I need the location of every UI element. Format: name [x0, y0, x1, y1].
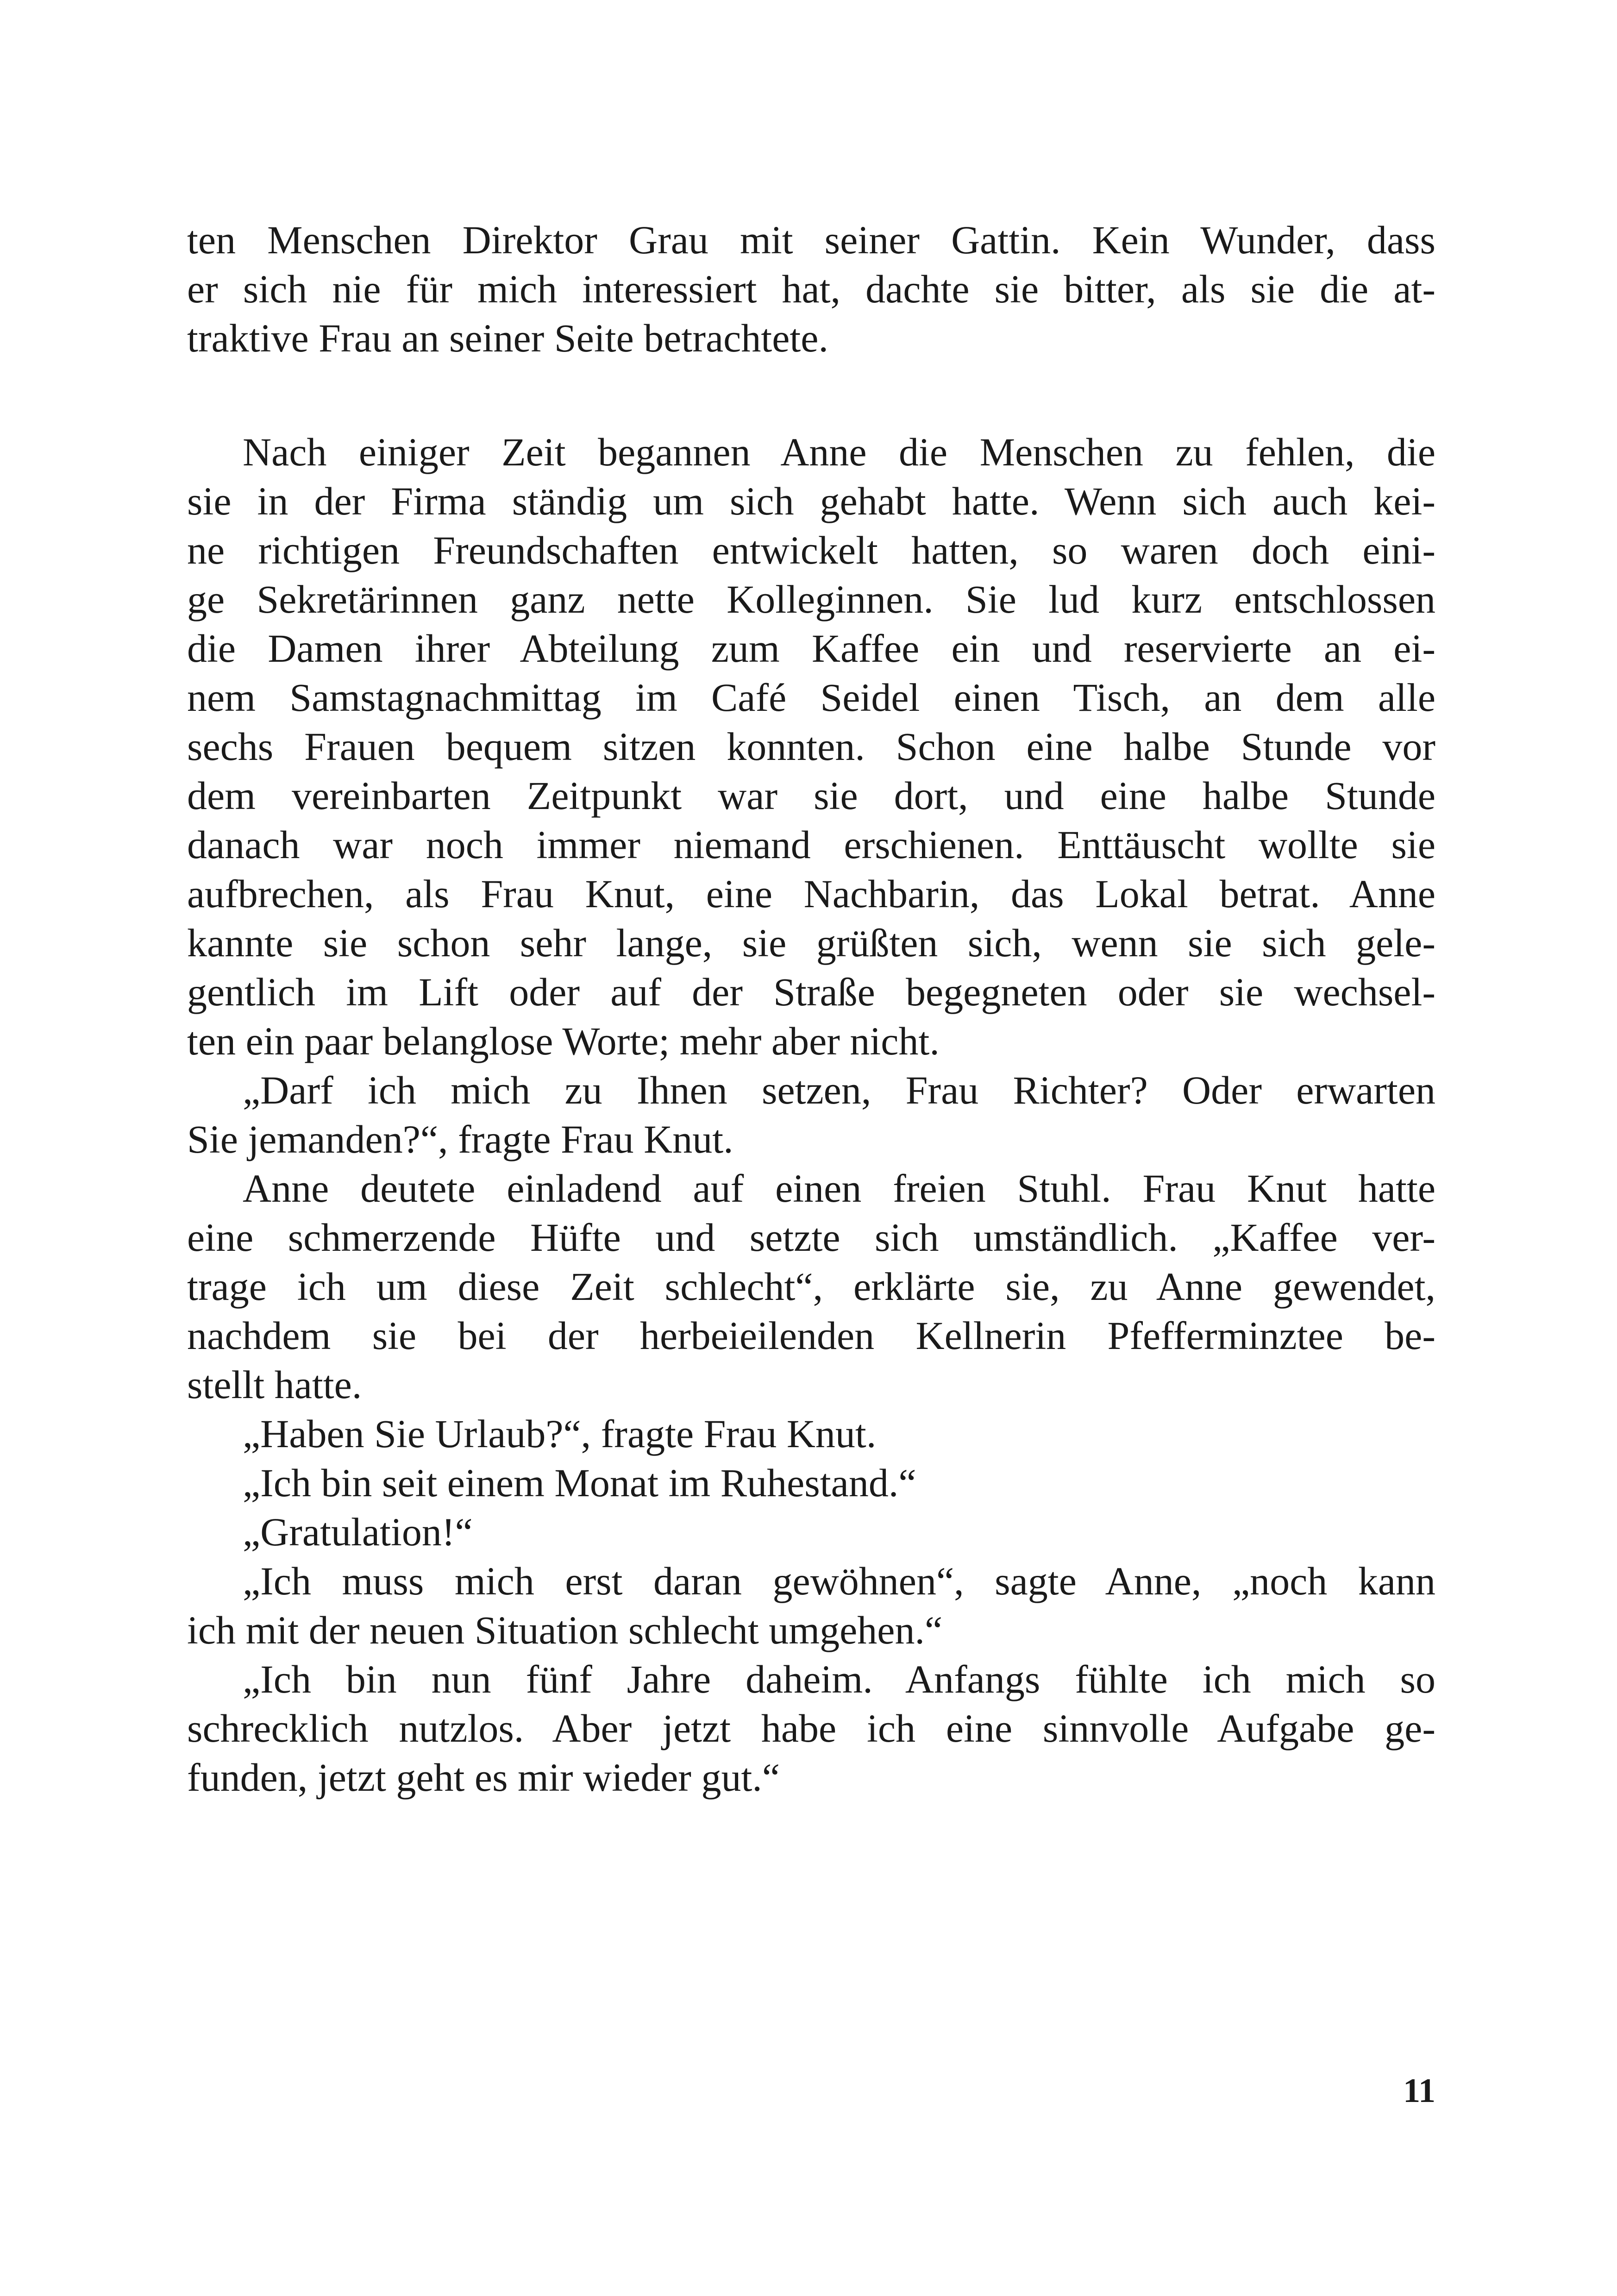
- paragraph: [187, 1164, 1435, 1409]
- text-line: „Haben Sie Urlaub?“, fragte Frau Knut.: [243, 1411, 877, 1456]
- text-line: ten ein paar belanglose Worte; mehr aber nicht.: [187, 1019, 940, 1063]
- text-line: nachdem sie bei der herbeieilenden Kellnerin Pfefferminztee be-: [187, 1313, 1435, 1358]
- text-line: Anne deutete einladend auf einen freien Stuhl. Frau Knut hatte: [243, 1166, 1435, 1211]
- text-line: „Ich muss mich erst daran gewöhnen“, sagte Anne, „noch kann: [243, 1559, 1435, 1603]
- text-line: funden, jetzt geht es mir wieder gut.“: [187, 1755, 780, 1800]
- text-line: traktive Frau an seiner Seite betrachtete.: [187, 316, 828, 360]
- paragraph: [187, 1066, 1435, 1164]
- text-line: dem vereinbarten Zeitpunkt war sie dort, und eine halbe Stunde: [187, 773, 1435, 818]
- text-line: kannte sie schon sehr lange, sie grüßten sich, wenn sie sich gele-: [187, 921, 1435, 965]
- paragraph: [187, 427, 1435, 1066]
- text-line: Sie jemanden?“, fragte Frau Knut.: [187, 1117, 733, 1161]
- text-line: trage ich um diese Zeit schlecht“, erklärte sie, zu Anne gewendet,: [187, 1264, 1435, 1309]
- text-line: ich mit der neuen Situation schlecht umgehen.“: [187, 1608, 943, 1652]
- text-line: ne richtigen Freundschaften entwickelt hatten, so waren doch eini-: [187, 528, 1435, 572]
- text-line: „Ich bin seit einem Monat im Ruhestand.“: [243, 1461, 916, 1505]
- text-line: „Darf ich mich zu Ihnen setzen, Frau Richter? Oder erwarten: [243, 1068, 1435, 1112]
- text-line: ten Menschen Direktor Grau mit seiner Gattin. Kein Wunder, dass: [187, 218, 1435, 262]
- text-line: schrecklich nutzlos. Aber jetzt habe ich eine sinnvolle Aufgabe ge-: [187, 1706, 1435, 1750]
- paragraph: [187, 1409, 1435, 1458]
- text-line: stellt hatte.: [187, 1362, 362, 1407]
- text-line: danach war noch immer niemand erschienen. Enttäuscht wollte sie: [187, 822, 1435, 867]
- text-line: aufbrechen, als Frau Knut, eine Nachbarin, das Lokal betrat. Anne: [187, 872, 1435, 916]
- paragraph: [187, 1507, 1435, 1556]
- text-line: er sich nie für mich interessiert hat, dachte sie bitter, als sie die at-: [187, 267, 1435, 311]
- paragraph: [187, 1556, 1435, 1655]
- text-line: gentlich im Lift oder auf der Straße begegneten oder sie wechsel-: [187, 970, 1435, 1014]
- text-line: „Gratulation!“: [243, 1510, 473, 1554]
- page-number: 11: [1403, 2072, 1435, 2110]
- text-line: eine schmerzende Hüfte und setzte sich umständlich. „Kaffee ver-: [187, 1215, 1435, 1260]
- text-line: „Ich bin nun fünf Jahre daheim. Anfangs fühlte ich mich so: [243, 1657, 1435, 1701]
- text-line: die Damen ihrer Abteilung zum Kaffee ein und reservierte an ei-: [187, 626, 1435, 671]
- text-line: Nach einiger Zeit begannen Anne die Menschen zu fehlen, die: [243, 430, 1435, 474]
- text-line: nem Samstagnachmittag im Café Seidel einen Tisch, an dem alle: [187, 675, 1435, 720]
- paragraph: [187, 1458, 1435, 1507]
- text-line: sechs Frauen bequem sitzen konnten. Schon eine halbe Stunde vor: [187, 724, 1435, 769]
- paragraph-continuation: [187, 215, 1435, 363]
- text-line: ge Sekretärinnen ganz nette Kolleginnen. Sie lud kurz entschlossen: [187, 577, 1435, 621]
- paragraph: [187, 1655, 1435, 1802]
- text-line: sie in der Firma ständig um sich gehabt hatte. Wenn sich auch kei-: [187, 479, 1435, 523]
